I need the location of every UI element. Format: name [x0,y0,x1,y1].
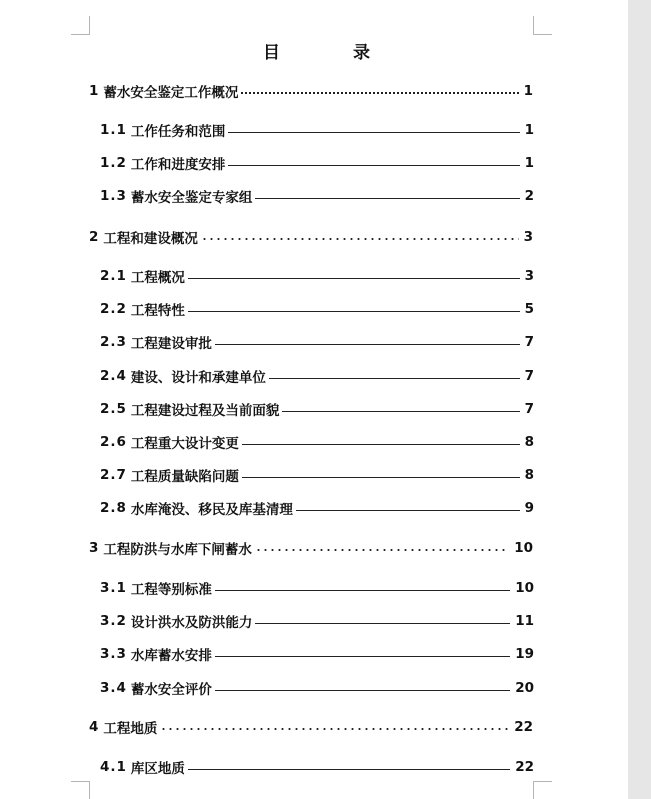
toc-entry-title: 工程防洪与水库下闸蓄水 [103,542,252,558]
toc-page-number: 1 [524,122,534,138]
toc-entry[interactable] [89,717,533,737]
toc-page-number: 3 [524,268,534,284]
toc-entry-number: 2.3 [100,334,127,350]
toc-entry-number: 1.1 [100,122,127,138]
toc-entry-title: 工程地质 [103,721,158,737]
toc-page-number: 8 [524,467,534,483]
toc-page-number: 8 [524,434,534,450]
toc-page-number: 11 [515,613,534,629]
toc-leader [215,344,520,345]
toc-entry-number: 2 [89,229,100,245]
toc-entry-number: 2.7 [100,467,127,483]
toc-page-number: 10 [514,540,533,556]
toc-entry-number: 2.2 [100,301,127,317]
toc-entry-number: 1 [89,83,100,99]
toc-entry-number: 2.1 [100,268,127,284]
toc-entry-number: 4 [89,719,100,735]
toc-entry-number: 3.1 [100,580,127,596]
toc-entry-title: 蓄水安全鉴定工作概况 [103,85,239,101]
toc-entry-number: 3.2 [100,613,127,629]
toc-entry-title: 工程等别标准 [130,582,212,598]
toc-entry-title: 工程和建设概况 [103,231,198,247]
toc-entry[interactable] [100,120,534,140]
toc-entry-title: 水库淹没、移民及库基清理 [130,502,293,518]
toc-entry-title: 工程特性 [130,303,185,319]
toc-entry-number: 3.3 [100,646,127,662]
toc-entry[interactable] [100,611,534,631]
toc-entry-number: 3 [89,540,100,556]
toc-entry[interactable] [100,465,534,485]
toc-entry[interactable] [100,432,534,452]
toc-page-number: 19 [515,646,534,662]
toc-entry[interactable] [100,578,534,598]
toc-entry-number: 2.8 [100,500,127,516]
toc-page-number: 20 [515,680,534,696]
toc-leader [255,198,519,199]
toc-entry[interactable] [100,757,534,777]
toc-leader [188,769,510,770]
toc-entry[interactable] [100,644,534,664]
toc-page-number: 1 [524,155,534,171]
toc-page-number: 22 [515,759,534,775]
toc-leader [282,411,519,412]
toc-entry-title: 工程建设过程及当前面貌 [130,403,280,419]
toc-entry-title: 工程建设审批 [130,336,212,352]
toc-leader [269,378,520,379]
toc-leader [241,92,518,94]
toc-entry[interactable] [100,399,534,419]
toc-entry-title: 库区地质 [130,761,185,777]
toc-title: 目 录 [263,43,398,63]
toc-page-number: 2 [524,188,534,204]
toc-entry-title: 工程质量缺陷问题 [130,469,239,485]
toc-entry[interactable] [89,538,533,558]
toc-page-number: 7 [524,401,534,417]
toc-page-number: 9 [524,500,534,516]
toc-entry-number: 2.6 [100,434,127,450]
toc-entry-title: 水库蓄水安排 [130,648,212,664]
toc-leader [215,590,510,591]
toc-leader [242,444,520,445]
toc-leader [215,656,510,657]
toc-entry[interactable] [100,153,534,173]
toc-page-number: 1 [523,83,533,99]
toc-entry-number: 2.5 [100,401,127,417]
toc-entry-number: 1.2 [100,155,127,171]
toc-entry-title: 设计洪水及防洪能力 [130,615,253,631]
toc-page-number: 22 [514,719,533,735]
toc-leader [188,311,520,312]
toc-leader [215,690,510,691]
toc-page-number: 7 [524,368,534,384]
toc-entry-title: 工程概况 [130,270,185,286]
vertical-scrollbar[interactable] [628,0,651,799]
toc-leader [201,238,519,240]
toc-entry-title: 建设、设计和承建单位 [130,370,266,386]
toc-entry-title: 蓄水安全评价 [130,682,212,698]
toc-entry[interactable] [89,81,533,101]
toc-leader [242,477,520,478]
toc-entry[interactable] [100,366,534,386]
toc-page-number: 3 [523,229,533,245]
toc-entry[interactable] [100,498,534,518]
toc-page-number: 5 [524,301,534,317]
toc-leader [160,728,509,730]
toc-entry-title: 工程重大设计变更 [130,436,239,452]
toc-entry[interactable] [100,299,534,319]
toc-entry-number: 4.1 [100,759,127,775]
toc-entry-title: 工作和进度安排 [130,157,226,173]
toc-page-number: 7 [524,334,534,350]
toc-entry-title: 蓄水安全鉴定专家组 [130,190,253,206]
toc-leader [255,623,510,624]
toc-entry[interactable] [100,186,534,206]
toc-entry[interactable] [100,332,534,352]
toc-leader [188,278,520,279]
toc-leader [228,165,519,166]
toc-page-number: 10 [515,580,534,596]
toc-entry[interactable] [100,678,534,698]
toc-entry[interactable] [89,227,533,247]
toc-entry-number: 2.4 [100,368,127,384]
toc-leader [228,132,519,133]
toc-leader [255,549,509,551]
toc-entry-title: 工作任务和范围 [130,124,226,140]
toc-entry[interactable] [100,266,534,286]
toc-entry-number: 3.4 [100,680,127,696]
toc-entry-number: 1.3 [100,188,127,204]
toc-leader [296,510,520,511]
